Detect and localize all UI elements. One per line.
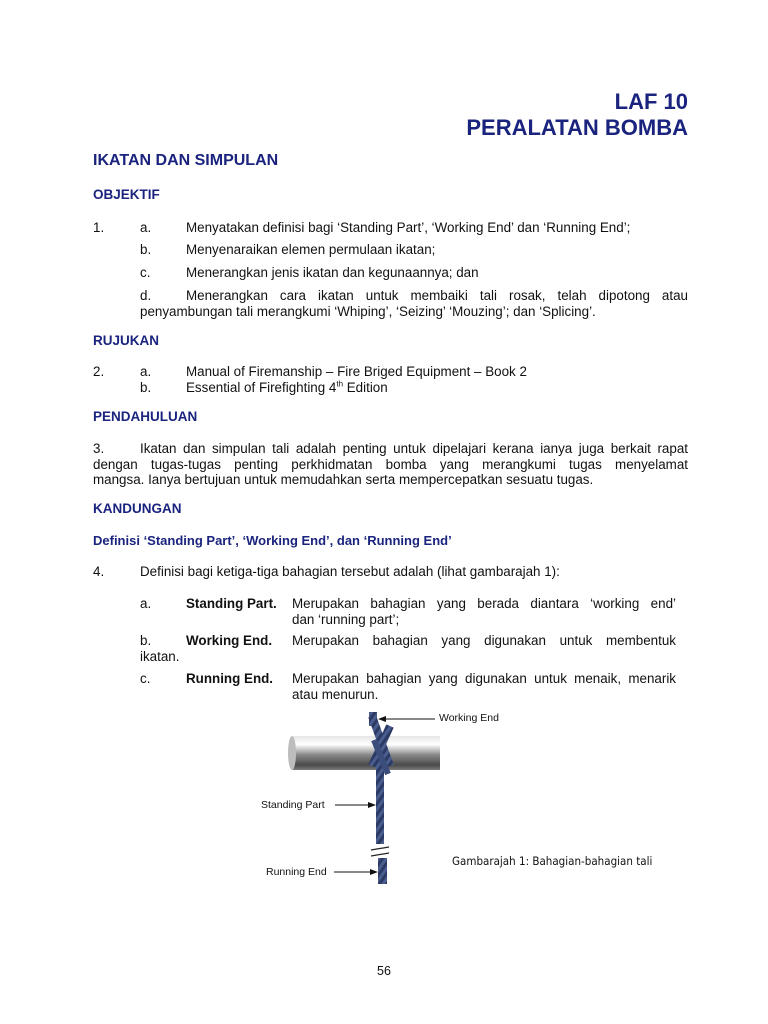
rujukan-number: 2. [93, 364, 105, 379]
rope-running-end [378, 858, 387, 884]
objektif-item-d-letter: d. [140, 288, 152, 303]
objektif-item-c: Menerangkan jenis ikatan dan kegunaannya; dan [186, 265, 479, 280]
definition-a-letter: a. [140, 596, 152, 611]
pendahuluan-number: 3. [93, 441, 105, 456]
rujukan-item-a-letter: a. [140, 364, 152, 379]
kandungan-number: 4. [93, 564, 105, 579]
pipe-left-end [288, 736, 296, 770]
arrowhead-working-end [378, 716, 386, 722]
pipe-shape [292, 736, 440, 770]
arrowhead-running-end [370, 869, 378, 875]
objektif-item-b-letter: b. [140, 242, 152, 257]
document-code: LAF 10 [614, 89, 688, 114]
rujukan-heading: RUJUKAN [93, 333, 160, 348]
pendahuluan-line1: Ikatan dan simpulan tali adalah penting untuk dipelajari kerana ianya juga berkait rapat [140, 441, 688, 456]
label-working-end: Working End [439, 712, 499, 724]
kandungan-subheading: Definisi ‘Standing Part’, ‘Working End’, dan ‘Running End’ [93, 533, 452, 548]
definition-b-line2: ikatan. [140, 649, 180, 664]
pendahuluan-heading: PENDAHULUAN [93, 409, 198, 424]
kandungan-intro: Definisi bagi ketiga-tiga bahagian tersebut adalah (lihat gambarajah 1): [140, 564, 560, 579]
arrowhead-standing-part [368, 802, 376, 808]
document-title: PERALATAN BOMBA [466, 115, 688, 140]
definition-c-line1: Merupakan bahagian yang digunakan untuk menaik, menarik [292, 671, 676, 686]
objektif-number: 1. [93, 220, 105, 235]
break-mark-bottom [371, 853, 389, 856]
rujukan-item-b-text: Essential of Firefighting 4 [186, 380, 337, 395]
figure-caption: Gambarajah 1: Bahagian-bahagian tali [452, 854, 653, 868]
definition-c-letter: c. [140, 671, 151, 686]
break-mark-top [371, 847, 389, 850]
objektif-item-c-letter: c. [140, 265, 151, 280]
pendahuluan-line3: mangsa. Ianya bertujuan untuk memudahkan serta mempercepatkan sesuatu tugas. [93, 472, 594, 487]
label-standing-part: Standing Part [261, 799, 325, 811]
objektif-item-d-line2: penyambungan tali merangkumi ‘Whiping’, ‘Seizing’ ‘Mouzing’; dan ‘Splicing’. [140, 304, 596, 319]
rujukan-item-b-letter: b. [140, 380, 152, 395]
objektif-item-d-line1: Menerangkan cara ikatan untuk membaiki tali rosak, telah dipotong atau [186, 288, 688, 303]
objektif-item-a-letter: a. [140, 220, 152, 235]
definition-b-line1: Merupakan bahagian yang digunakan untuk membentuk [292, 633, 676, 648]
page-number: 56 [377, 964, 391, 978]
section-title: IKATAN DAN SIMPULAN [93, 152, 279, 169]
rujukan-item-b [186, 380, 388, 395]
pendahuluan-line2: dengan tugas-tugas penting perkhidmatan bomba yang merangkumi tugas menyelamat [93, 457, 688, 472]
definition-a-line2: dan ‘running part’; [292, 612, 400, 627]
definition-c-line2: atau menurun. [292, 687, 379, 702]
definition-b-term: Working End. [186, 633, 273, 648]
objektif-item-b: Menyenaraikan elemen permulaan ikatan; [186, 242, 436, 257]
definition-a-line1: Merupakan bahagian yang berada diantara ‘working end’ [292, 596, 676, 611]
objektif-heading: OBJEKTIF [93, 187, 160, 202]
definition-c-term: Running End. [186, 671, 274, 686]
label-running-end: Running End [266, 866, 327, 878]
kandungan-heading: KANDUNGAN [93, 501, 182, 516]
rope-working-end [369, 712, 377, 726]
definition-a-term: Standing Part. [186, 596, 277, 611]
rujukan-item-a: Manual of Firemanship – Fire Briged Equipment – Book 2 [186, 364, 527, 379]
definition-b-letter: b. [140, 633, 152, 648]
objektif-item-a: Menyatakan definisi bagi ‘Standing Part’, ‘Working End’ dan ‘Running End’; [186, 220, 631, 235]
rujukan-item-b-sup: th [336, 379, 344, 389]
rujukan-item-b-suffix: Edition [343, 380, 388, 395]
